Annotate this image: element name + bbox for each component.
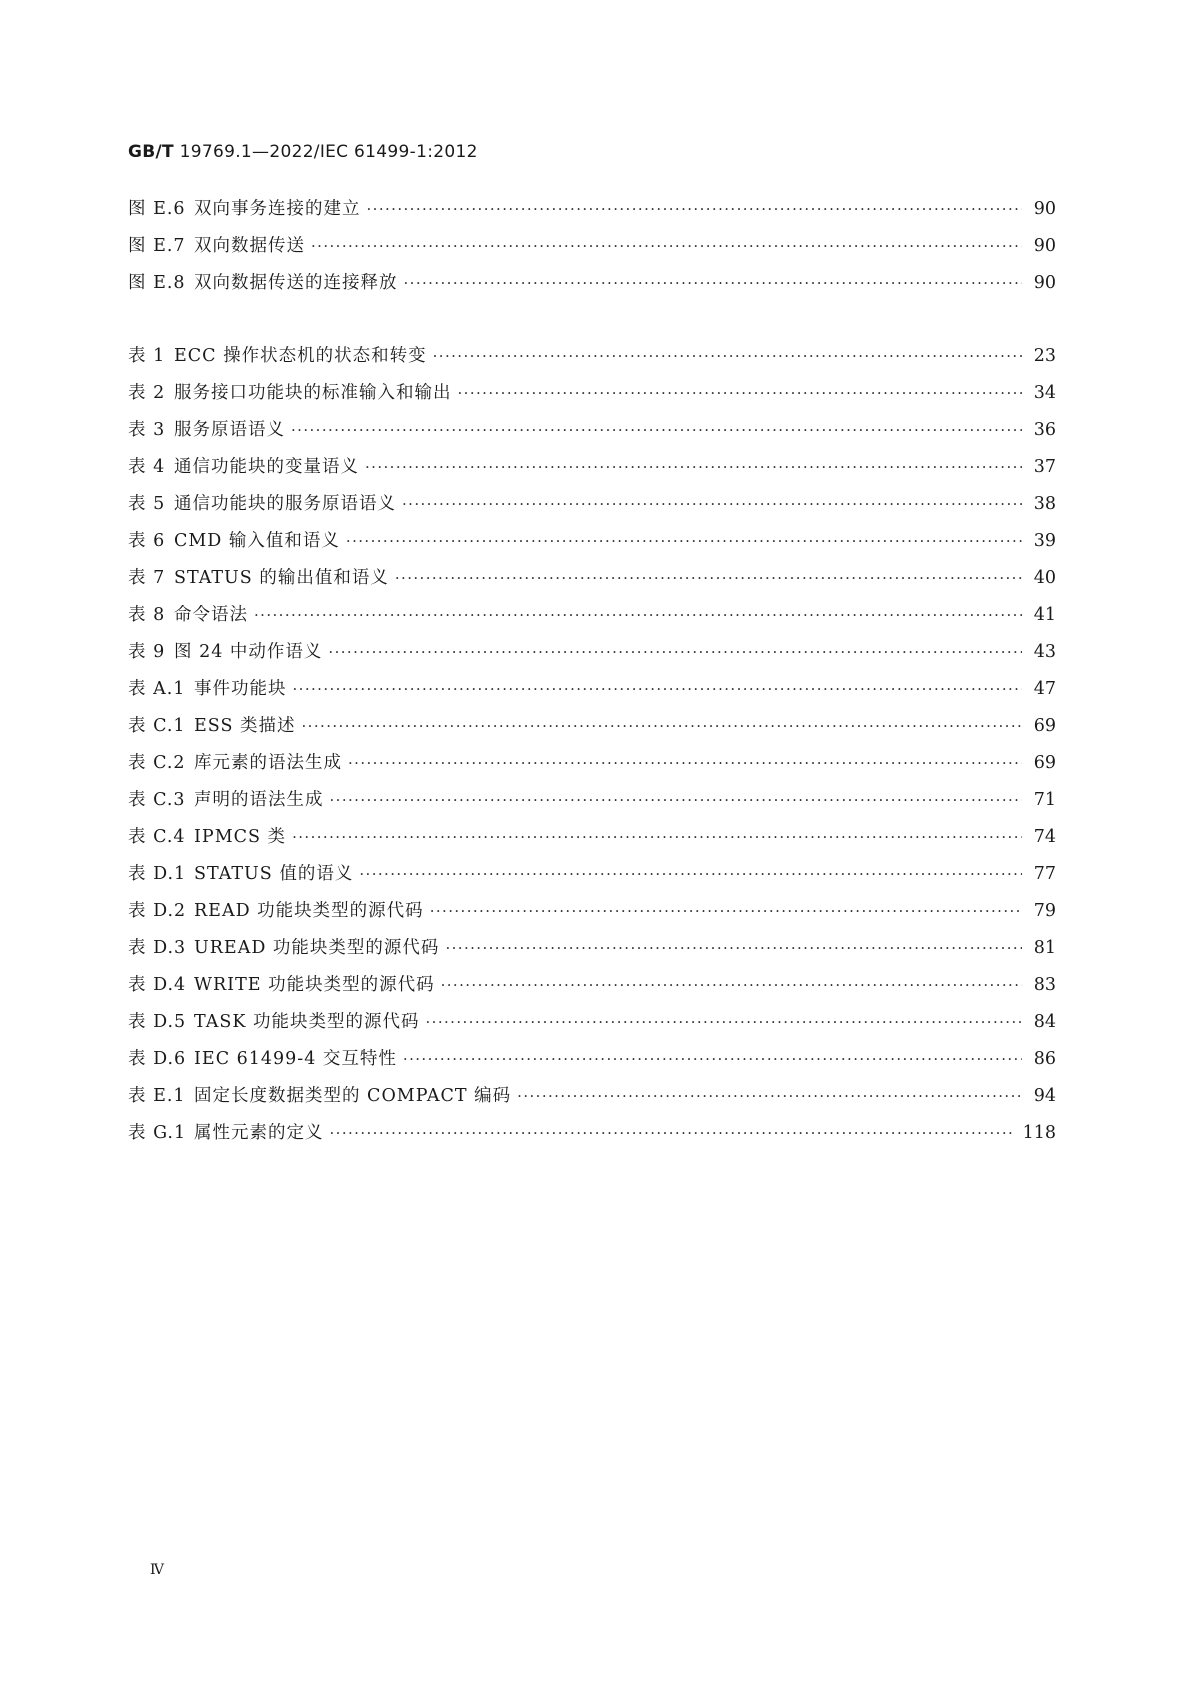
toc-entry-page: 43 (1033, 642, 1056, 662)
toc-entry-label: 表 D.6 (128, 1049, 187, 1069)
toc-entry[interactable] (128, 564, 1056, 601)
toc-dot-leader (395, 569, 1022, 587)
toc-dot-leader (402, 495, 1022, 513)
toc-entry-page: 90 (1033, 199, 1056, 219)
toc-entry[interactable] (128, 1045, 1056, 1082)
toc-entry-title: IPMCS 类 (194, 827, 287, 847)
toc-entry[interactable] (128, 897, 1056, 934)
toc-dot-leader (458, 384, 1023, 402)
toc-dot-leader (430, 902, 1022, 920)
toc-entry-title: 属性元素的定义 (194, 1123, 324, 1143)
toc-entry-label: 表 A.1 (128, 679, 186, 699)
toc-entry-page: 47 (1033, 679, 1056, 699)
toc-dot-leader (254, 606, 1022, 624)
toc-entry-page: 37 (1033, 457, 1056, 477)
toc-dot-leader (346, 532, 1022, 550)
toc-entry[interactable] (128, 971, 1056, 1008)
toc-entry-page: 84 (1033, 1012, 1056, 1032)
toc-entry-title: ECC 操作状态机的状态和转变 (174, 346, 427, 366)
toc-dot-leader (302, 717, 1022, 735)
toc-dot-leader (367, 200, 1023, 218)
toc-dot-leader (330, 1124, 1015, 1142)
toc-entry-label: 表 C.3 (128, 790, 186, 810)
toc-entry-title: 通信功能块的变量语义 (174, 457, 359, 477)
toc-entry-label: 表 D.1 (128, 864, 187, 884)
toc-dot-leader (441, 976, 1022, 994)
toc-entry-label: 表 3 (128, 420, 166, 440)
toc-entry-label: 表 2 (128, 383, 166, 403)
toc-entry[interactable] (128, 638, 1056, 675)
toc-entry-label: 表 6 (128, 531, 166, 551)
toc-entry[interactable] (128, 453, 1056, 490)
toc-dot-leader (348, 754, 1022, 772)
toc-entry[interactable] (128, 342, 1056, 379)
toc-entry-page: 38 (1033, 494, 1056, 514)
toc-entry-page: 69 (1033, 716, 1056, 736)
toc-entry-label: 表 4 (128, 457, 166, 477)
toc-entry-title: 服务原语语义 (174, 420, 285, 440)
toc-dot-leader (292, 828, 1022, 846)
toc-entry-page: 90 (1033, 236, 1056, 256)
toc-entry-label: 表 C.1 (128, 716, 186, 736)
toc-entry-title: UREAD 功能块类型的源代码 (194, 938, 440, 958)
toc-entry-label: 表 D.5 (128, 1012, 187, 1032)
toc-entry[interactable] (128, 934, 1056, 971)
toc-dot-leader (311, 237, 1022, 255)
toc-entry-page: 94 (1033, 1086, 1056, 1106)
toc-entry-title: 图 24 中动作语义 (174, 642, 323, 662)
toc-entry-title: 命令语法 (174, 605, 248, 625)
toc-dot-leader (291, 421, 1022, 439)
toc-dot-leader (330, 791, 1023, 809)
toc-entry[interactable] (128, 823, 1056, 860)
toc-dot-leader (365, 458, 1022, 476)
toc-entry[interactable] (128, 379, 1056, 416)
toc-entry-page: 79 (1033, 901, 1056, 921)
toc-entry-label: 表 D.4 (128, 975, 187, 995)
toc-entry[interactable] (128, 601, 1056, 638)
toc-entry-label: 图 E.7 (128, 236, 186, 256)
toc-entry-title: 声明的语法生成 (194, 790, 324, 810)
toc-entry-title: IEC 61499-4 交互特性 (194, 1049, 397, 1069)
toc-entry[interactable] (128, 860, 1056, 897)
toc-dot-leader (328, 643, 1022, 661)
toc-entry[interactable] (128, 1008, 1056, 1045)
toc-entry-label: 表 5 (128, 494, 166, 514)
toc-entry-page: 71 (1033, 790, 1056, 810)
toc-entry-page: 34 (1033, 383, 1056, 403)
toc-entry-label: 表 C.2 (128, 753, 186, 773)
tables-toc (128, 342, 1056, 1156)
toc-entry-label: 表 D.3 (128, 938, 187, 958)
toc-entry-label: 表 G.1 (128, 1123, 187, 1143)
toc-entry-label: 表 8 (128, 605, 166, 625)
toc-entry-label: 表 7 (128, 568, 166, 588)
toc-entry-label: 表 D.2 (128, 901, 187, 921)
toc-entry-title: ESS 类描述 (194, 716, 296, 736)
toc-entry-page: 39 (1033, 531, 1056, 551)
toc-entry[interactable] (128, 749, 1056, 786)
toc-dot-leader (517, 1087, 1022, 1105)
toc-entry-title: READ 功能块类型的源代码 (194, 901, 424, 921)
toc-entry-page: 118 (1022, 1123, 1056, 1143)
toc-entry-title: CMD 输入值和语义 (174, 531, 340, 551)
toc-entry[interactable] (128, 786, 1056, 823)
toc-entry[interactable] (128, 1119, 1056, 1156)
toc-entry-page: 90 (1033, 273, 1056, 293)
toc-dot-leader (445, 939, 1022, 957)
toc-dot-leader (433, 347, 1022, 365)
toc-entry-page: 83 (1033, 975, 1056, 995)
toc-entry[interactable] (128, 1082, 1056, 1119)
toc-entry[interactable] (128, 416, 1056, 453)
toc-entry[interactable] (128, 712, 1056, 749)
toc-entry-page: 23 (1033, 346, 1056, 366)
toc-entry-page: 77 (1033, 864, 1056, 884)
toc-entry-label: 表 E.1 (128, 1086, 186, 1106)
toc-entry-page: 81 (1033, 938, 1056, 958)
figures-toc (128, 195, 1056, 306)
toc-entry-title: WRITE 功能块类型的源代码 (194, 975, 435, 995)
toc-entry-title: 服务接口功能块的标准输入和输出 (174, 383, 452, 403)
toc-entry[interactable] (128, 195, 1056, 232)
toc-entry[interactable] (128, 269, 1056, 306)
toc-entry-title: 固定长度数据类型的 COMPACT 编码 (194, 1086, 512, 1106)
toc-entry[interactable] (128, 527, 1056, 564)
toc-dot-leader (425, 1013, 1022, 1031)
toc-entry-title: STATUS 值的语义 (194, 864, 354, 884)
toc-entry-title: 库元素的语法生成 (194, 753, 342, 773)
page-number: Ⅳ (150, 1562, 164, 1578)
toc-dot-leader (404, 274, 1023, 292)
toc-entry[interactable] (128, 675, 1056, 712)
toc-entry-label: 图 E.8 (128, 273, 186, 293)
toc-entry-title: TASK 功能块类型的源代码 (194, 1012, 420, 1032)
toc-entry-title: 事件功能块 (194, 679, 287, 699)
toc-entry[interactable] (128, 232, 1056, 269)
toc-entry-title: 通信功能块的服务原语语义 (174, 494, 396, 514)
standard-code: GB/T (128, 142, 174, 162)
toc-dot-leader (403, 1050, 1022, 1068)
toc-entry-page: 74 (1033, 827, 1056, 847)
standard-number: 19769.1—2022/IEC 61499-1:2012 (179, 142, 478, 162)
document-header (128, 142, 478, 162)
toc-entry-label: 表 C.4 (128, 827, 186, 847)
toc-entry-page: 36 (1033, 420, 1056, 440)
toc-entry-title: 双向数据传送 (194, 236, 305, 256)
toc-entry-label: 图 E.6 (128, 199, 186, 219)
toc-dot-leader (359, 865, 1022, 883)
toc-entry-page: 41 (1033, 605, 1056, 625)
toc-entry-page: 69 (1033, 753, 1056, 773)
toc-entry-title: 双向事务连接的建立 (194, 199, 361, 219)
toc-dot-leader (293, 680, 1023, 698)
toc-entry-title: STATUS 的输出值和语义 (174, 568, 389, 588)
toc-entry-page: 86 (1033, 1049, 1056, 1069)
toc-entry-title: 双向数据传送的连接释放 (194, 273, 398, 293)
toc-entry[interactable] (128, 490, 1056, 527)
toc-entry-page: 40 (1033, 568, 1056, 588)
toc-entry-label: 表 9 (128, 642, 166, 662)
toc-entry-label: 表 1 (128, 346, 166, 366)
